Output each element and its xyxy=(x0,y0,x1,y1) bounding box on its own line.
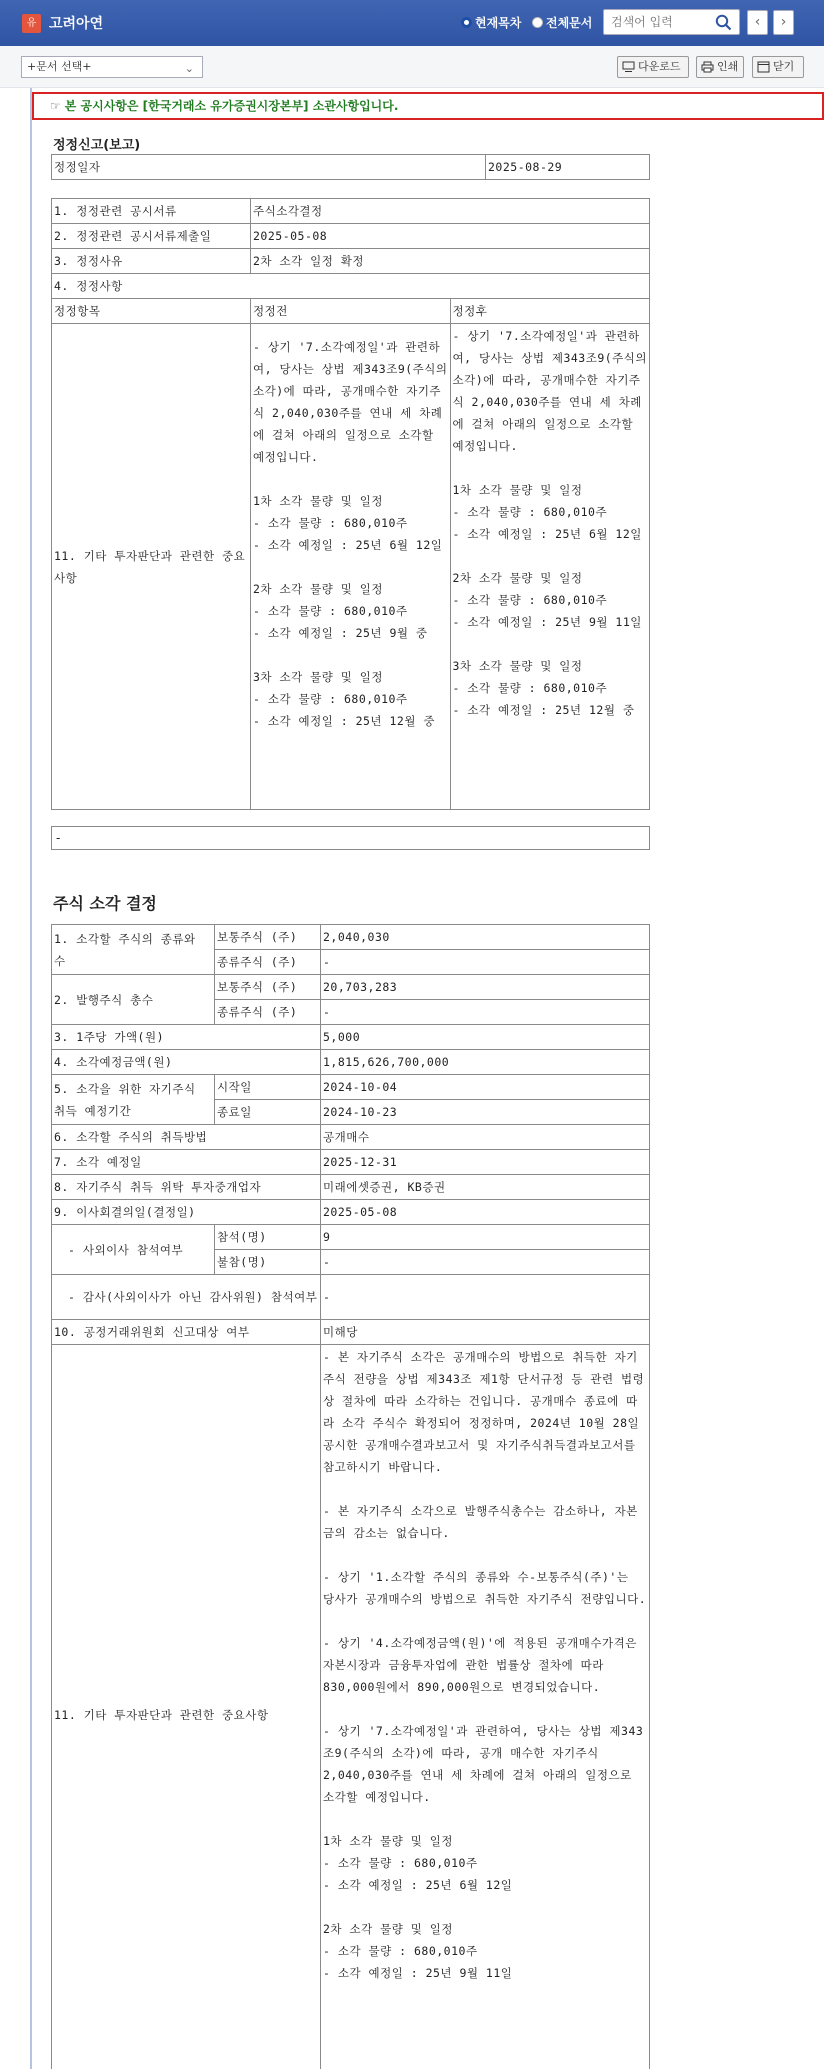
date-label: 정정일자 xyxy=(52,155,486,180)
start-label: 시작일 xyxy=(215,1075,321,1100)
decision-table xyxy=(51,924,650,2069)
chevron-down-icon: ⌄ xyxy=(184,62,194,75)
next-button[interactable]: › xyxy=(773,10,794,35)
start-value: 2024-10-04 xyxy=(321,1075,650,1100)
correction-items-label: 4. 정정사항 xyxy=(52,274,650,299)
related-date-value: 2025-05-08 xyxy=(251,224,650,249)
head-before: 정정전 xyxy=(251,299,451,324)
broker-label: 8. 자기주식 취득 위탁 투자중개업자 xyxy=(52,1175,321,1200)
method-label: 6. 소각할 주식의 취득방법 xyxy=(52,1125,321,1150)
correction-title: 정정신고(보고) xyxy=(53,138,141,153)
auditor-value: - xyxy=(321,1275,650,1320)
print-icon xyxy=(701,61,714,73)
outside-director-label: - 사외이사 참석여부 xyxy=(52,1225,215,1275)
scheduled-date-value: 2025-12-31 xyxy=(321,1150,650,1175)
download-button[interactable]: 다운로드 xyxy=(617,56,689,78)
amount-value: 1,815,626,700,000 xyxy=(321,1050,650,1075)
issued-common-value: 20,703,283 xyxy=(321,975,650,1000)
pointing-hand-icon: ☞ xyxy=(50,99,61,113)
broker-value: 미래에셋증권, KB증권 xyxy=(321,1175,650,1200)
before-text: - 상기 '7.소각예정일'과 관련하여, 당사는 상법 제343조9(주식의 소각)에 따라, 공개매수한 자기주식 2,040,030주를 연내 세 차례에 걸쳐 아래의 일정으로 소각할 예정입니다. 1차 소각 물량 및 일정 - 소각 물량 : 680,010주 - 소각 예정일 : 25년 6월 12일 2차 소각 물량 및 일정 - 소각 물량 : 680,010주 - 소각 예정일 : 25년 9월 중 3차 소각 물량 및 일정 - 소각 물량 : 680,010주 - 소각 예정일 : 25년 12월 중 xyxy=(251,324,451,810)
related-date-label: 2. 정정관련 공시서류제출일 xyxy=(52,224,251,249)
reason-label: 3. 정정사유 xyxy=(52,249,251,274)
issued-total-label: 2. 발행주식 총수 xyxy=(52,975,215,1025)
other-info-label: 11. 기타 투자판단과 관련한 중요사항 xyxy=(52,1345,321,2069)
par-value: 5,000 xyxy=(321,1025,650,1050)
search-box[interactable] xyxy=(603,9,740,35)
shares-common-value: 2,040,030 xyxy=(321,925,650,950)
scheduled-date-label: 7. 소각 예정일 xyxy=(52,1150,321,1175)
correction-date-table xyxy=(51,154,650,180)
search-input[interactable] xyxy=(604,10,709,34)
close-button[interactable]: 닫기 xyxy=(752,56,804,78)
other-label-2: 종류주식 (주) xyxy=(215,1000,321,1025)
issued-other-value: - xyxy=(321,1000,650,1025)
board-date-value: 2025-05-08 xyxy=(321,1200,650,1225)
period-label: 5. 소각을 위한 자기주식 취득 예정기간 xyxy=(52,1075,215,1125)
present-label: 참석(명) xyxy=(215,1225,321,1250)
end-label: 종료일 xyxy=(215,1100,321,1125)
head-after: 정정후 xyxy=(450,299,650,324)
related-doc-label: 1. 정정관련 공시서류 xyxy=(52,199,251,224)
print-button[interactable]: 인쇄 xyxy=(696,56,744,78)
decision-title: 주식 소각 결정 xyxy=(53,894,157,913)
correction-table xyxy=(51,198,650,810)
absent-label: 불참(명) xyxy=(215,1250,321,1275)
other-info-value: - 본 자기주식 소각은 공개매수의 방법으로 취득한 자기주식 전량을 상법 제343조 제1항 단서규정 등 관련 법령상 절차에 따라 소각하는 건입니다. 공개매수 종료에 따라 소각 주식수 확정되어 정정하며, 2024년 10월 28일 공시한 공개매수결과보고서 및 자기주식취득결과보고서를 참고하시기 바랍니다. - 본 자기주식 소각으로 발행주식총수는 감소하나, 자본금의 감소는 없습니다. - 상기 '1.소각할 주식의 종류와 수-보통주식(주)'는 당사가 공개매수의 방법으로 취득한 자기주식 전량입니다. - 상기 '4.소각예정금액(원)'에 적용된 공개매수가격은 자본시장과 금융투자업에 관한 법률상 절차에 따라 830,000원에서 890,000원으로 변경되었습니다. - 상기 '7.소각예정일'과 관련하여, 당사는 상법 제343조9(주식의 소각)에 따라, 공개 매수한 자기주식 2,040,030주를 연내 세 차례에 걸쳐 아래의 일정으로 소각할 예정입니다. 1차 소각 물량 및 일정 - 소각 물량 : 680,010주 - 소각 예정일 : 25년 6월 12일 2차 소각 물량 및 일정 - 소각 물량 : 680,010주 - 소각 예정일 : 25년 9월 11일 xyxy=(321,1345,650,2069)
amount-label: 4. 소각예정금액(원) xyxy=(52,1050,321,1075)
date-value: 2025-08-29 xyxy=(486,155,650,180)
auditor-label: - 감사(사외이사가 아닌 감사위원) 참석여부 xyxy=(52,1275,321,1320)
reason-value: 2차 소각 일정 확정 xyxy=(251,249,650,274)
close-window-icon xyxy=(757,61,770,73)
changed-item-name: 11. 기타 투자판단과 관련한 중요사항 xyxy=(52,324,251,810)
head-item: 정정항목 xyxy=(52,299,251,324)
radio-unselected-icon[interactable] xyxy=(532,17,543,28)
radio-selected-icon[interactable] xyxy=(461,17,472,28)
ftc-label: 10. 공정거래위원회 신고대상 여부 xyxy=(52,1320,321,1345)
correction-note: - xyxy=(51,826,650,850)
par-value-label: 3. 1주당 가액(원) xyxy=(52,1025,321,1050)
radio-current-section[interactable]: 현재목차 xyxy=(461,14,521,31)
download-icon xyxy=(622,61,635,73)
shares-other-value: - xyxy=(321,950,650,975)
ftc-value: 미해당 xyxy=(321,1320,650,1345)
after-text: - 상기 '7.소각예정일'과 관련하여, 당사는 상법 제343조9(주식의 소각)에 따라, 공개매수한 자기주식 2,040,030주를 연내 세 차례에 걸쳐 아래의 일정으로 소각할 예정입니다. 1차 소각 물량 및 일정 - 소각 물량 : 680,010주 - 소각 예정일 : 25년 6월 12일 2차 소각 물량 및 일정 - 소각 물량 : 680,010주 - 소각 예정일 : 25년 9월 11일 3차 소각 물량 및 일정 - 소각 물량 : 680,010주 - 소각 예정일 : 25년 12월 중 xyxy=(450,324,650,810)
shares-type-label: 1. 소각할 주식의 종류와 수 xyxy=(52,925,215,975)
document-toolbar xyxy=(0,46,824,88)
absent-value: - xyxy=(321,1250,650,1275)
company-name: 고려아연 xyxy=(49,16,104,32)
board-date-label: 9. 이사회결의일(결정일) xyxy=(52,1200,321,1225)
top-header xyxy=(0,0,824,46)
present-value: 9 xyxy=(321,1225,650,1250)
document-select[interactable]: +문서 선택+ ⌄ xyxy=(21,56,203,78)
common-label-2: 보통주식 (주) xyxy=(215,975,321,1000)
method-value: 공개매수 xyxy=(321,1125,650,1150)
other-label: 종류주식 (주) xyxy=(215,950,321,975)
radio-all-documents[interactable]: 전체문서 xyxy=(532,14,592,31)
jurisdiction-notice: ☞ 본 공시사항은 [한국거래소 유가증권시장본부] 소관사항입니다. xyxy=(32,92,824,120)
search-icon[interactable] xyxy=(715,14,732,31)
end-value: 2024-10-23 xyxy=(321,1100,650,1125)
common-label: 보통주식 (주) xyxy=(215,925,321,950)
prev-button[interactable]: ‹ xyxy=(747,10,768,35)
company-logo-icon: 유 xyxy=(22,14,41,33)
related-doc-value: 주식소각결정 xyxy=(251,199,650,224)
